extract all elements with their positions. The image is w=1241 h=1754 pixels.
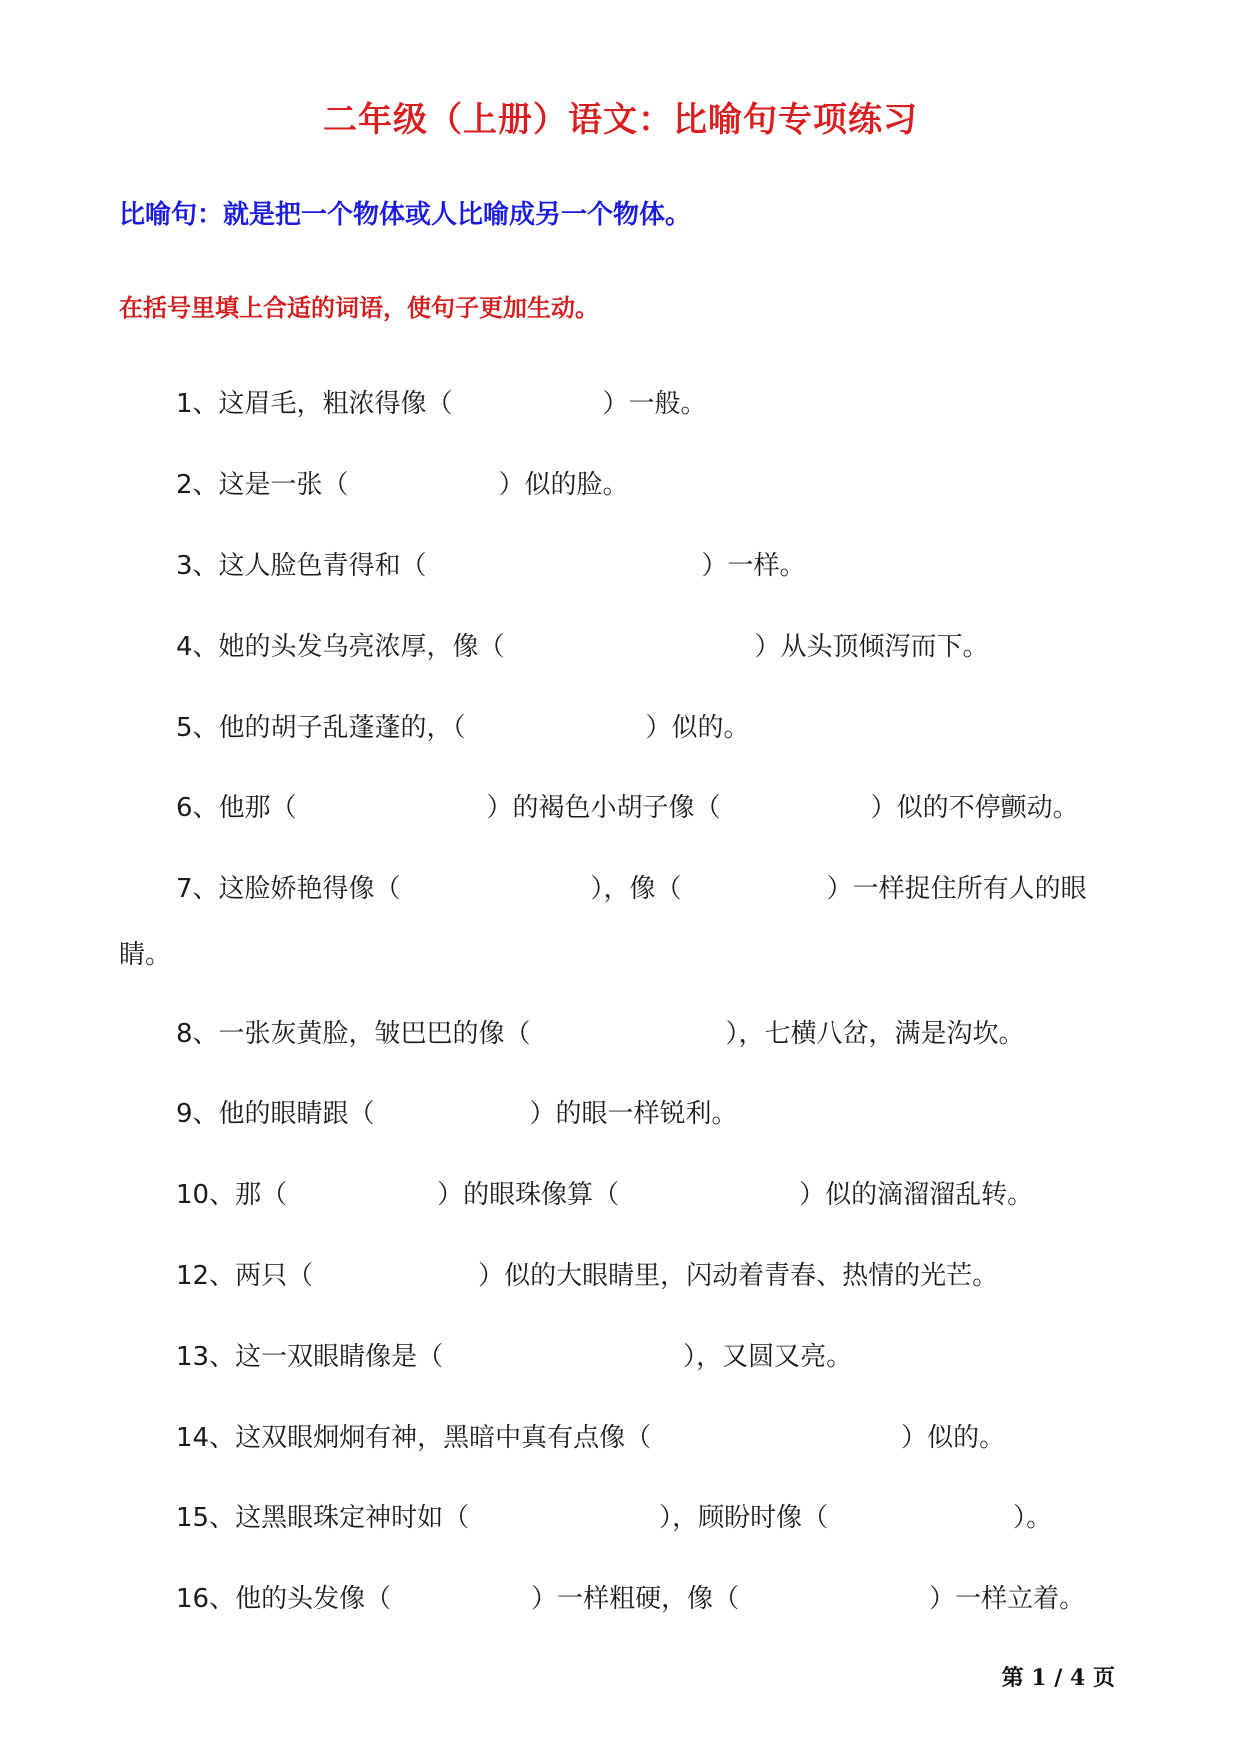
item-text: ），又圆又亮。: [683, 1342, 853, 1372]
item-text: ）一样立着。: [929, 1584, 1086, 1614]
exercise-item-7-continuation: 睛。: [119, 940, 172, 970]
item-text: 13、这一双眼睛像是（: [176, 1342, 444, 1372]
item-text: ），像（: [590, 874, 682, 904]
exercise-item-10: [176, 1177, 1033, 1213]
item-text: ）的眼一样锐利。: [529, 1099, 738, 1129]
item-text: ）一般。: [602, 389, 707, 419]
item-text: ）似的。: [901, 1423, 1006, 1453]
item-text: ）的褐色小胡子像（: [486, 793, 721, 823]
total-pages: 4: [1070, 1665, 1086, 1691]
exercise-item-15: [176, 1500, 1052, 1536]
item-text: ）似的。: [645, 713, 750, 743]
item-text: ）一样捉住所有人的眼: [826, 874, 1087, 904]
definition-text: 比喻句：就是把一个物体或人比喻成另一个物体。: [119, 200, 692, 230]
item-text: 9、他的眼睛跟（: [176, 1099, 375, 1129]
item-text: 1、这眉毛，粗浓得像（: [176, 389, 453, 419]
item-text: ），顾盼时像（: [659, 1503, 829, 1533]
exercise-item-5: [176, 710, 750, 746]
item-text: 7、这脸娇艳得像（: [176, 874, 401, 904]
exercise-item-14: [176, 1420, 1005, 1456]
exercise-item-4: [176, 629, 989, 665]
item-text: 12、两只（: [176, 1261, 314, 1291]
exercise-item-7: [176, 871, 1087, 907]
page-separator: /: [1054, 1665, 1063, 1691]
page-number: [1002, 1663, 1115, 1693]
current-page: 1: [1031, 1665, 1047, 1691]
exercise-item-8: [176, 1016, 1025, 1052]
exercise-item-1: [176, 386, 707, 422]
item-text: ）一样粗硬，像（: [531, 1584, 740, 1614]
item-text: ）似的脸。: [498, 470, 629, 500]
page-title: 二年级（上册）语文：比喻句专项练习: [323, 100, 918, 140]
item-text: 2、这是一张（: [176, 470, 349, 500]
item-text: 4、她的头发乌亮浓厚，像（: [176, 632, 505, 662]
exercise-item-13: [176, 1339, 852, 1375]
page-label-prefix: 第: [1001, 1665, 1024, 1691]
page-label-suffix: 页: [1092, 1665, 1115, 1691]
item-text: ）似的大眼睛里，闪动着青春、热情的光芒。: [478, 1261, 999, 1291]
item-text: ），七横八岔，满是沟坎。: [725, 1019, 1025, 1049]
exercise-item-16: [176, 1581, 1085, 1617]
item-text: ）从头顶倾泻而下。: [754, 632, 989, 662]
exercise-item-6: [176, 790, 1079, 826]
instruction-text: 在括号里填上合适的词语，使句子更加生动。: [119, 293, 599, 322]
item-text: 10、那（: [176, 1180, 288, 1210]
exercise-item-9: [176, 1096, 738, 1132]
exercise-item-3: [176, 548, 806, 584]
exercise-item-2: [176, 467, 629, 503]
item-text: 3、这人脸色青得和（: [176, 551, 427, 581]
item-text: ）似的滴溜溜乱转。: [799, 1180, 1034, 1210]
item-text: 14、这双眼炯炯有神，黑暗中真有点像（: [176, 1423, 652, 1453]
item-text: ）似的不停颤动。: [870, 793, 1079, 823]
item-text: 6、他那（: [176, 793, 297, 823]
exercise-item-12: [176, 1258, 998, 1294]
item-text: 16、他的头发像（: [176, 1584, 392, 1614]
item-text: ）。: [1013, 1503, 1053, 1533]
item-text: ）的眼珠像算（: [437, 1180, 620, 1210]
item-text: ）一样。: [701, 551, 806, 581]
item-text: 15、这黑眼珠定神时如（: [176, 1503, 470, 1533]
item-text: 5、他的胡子乱蓬蓬的，（: [176, 713, 466, 743]
item-text: 8、一张灰黄脸，皱巴巴的像（: [176, 1019, 531, 1049]
